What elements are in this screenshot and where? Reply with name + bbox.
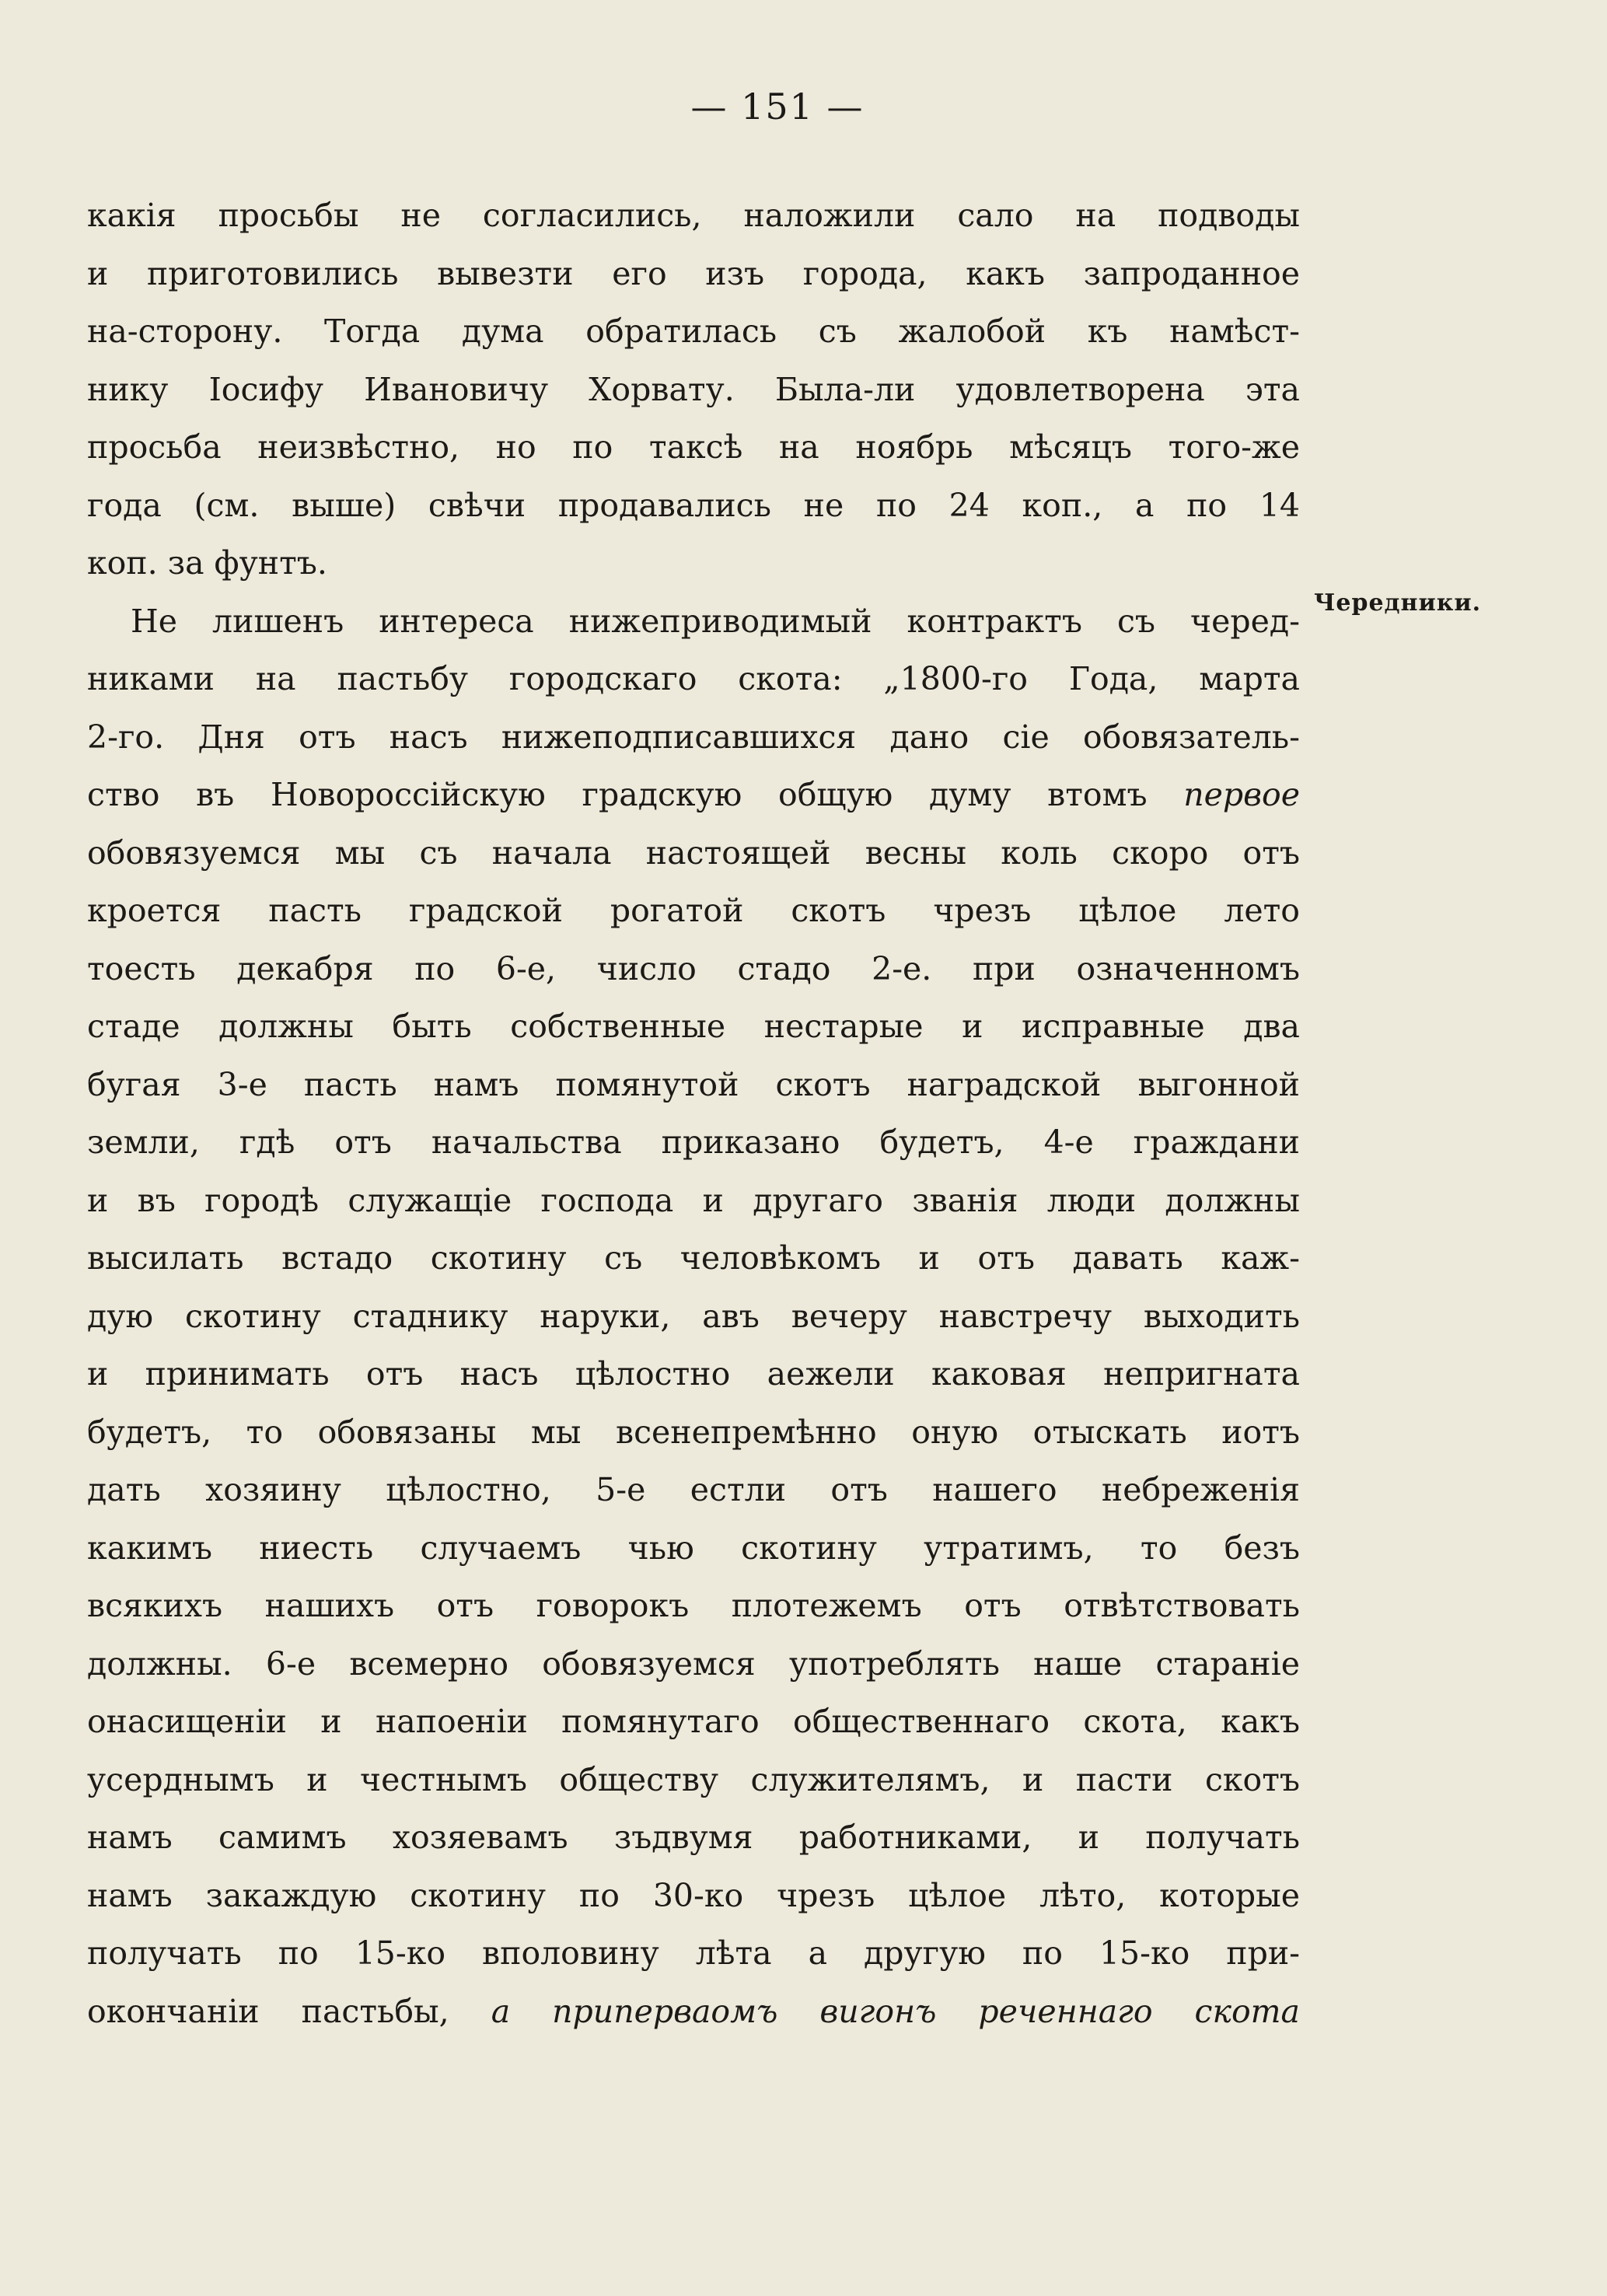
text-line: года (см. выше) свѣчи продавались не по 24 коп., а по 14 <box>87 486 1300 524</box>
text-line: на-сторону. Тогда дума обратилась съ жалобой къ намѣст- <box>87 313 1300 350</box>
text-line-italic: первое <box>1183 776 1300 813</box>
text-line: намъ самимъ хозяевамъ зъдвумя работниками, и получать <box>87 1819 1300 1856</box>
text-line: коп. за фунтъ. <box>87 544 327 582</box>
text-line: намъ закаждую скотину по 30-ко чрезъ цѣлое лѣто, которые <box>87 1876 1300 1914</box>
text-line: бугая 3-е пасть намъ помянутой скотъ наградской выгонной <box>87 1065 1300 1103</box>
text-line: всякихъ нашихъ отъ говорокъ плотежемъ отъ отвѣтствовать <box>87 1587 1300 1624</box>
text-line: Не лишенъ интереса нижеприводимый контрактъ съ черед- <box>131 602 1300 640</box>
text-line: никами на пастьбу городскаго скота: „1800-го Года, марта <box>87 660 1300 697</box>
text-line: земли, гдѣ отъ начальства приказано будетъ, 4-е граждани <box>87 1124 1300 1161</box>
paragraph-2 <box>87 592 1300 2041</box>
text-line: нику Іосифу Ивановичу Хорвату. Была-ли удовлетворена эта <box>87 370 1300 408</box>
text-line: получать по 15-ко вполовину лѣта а другую по 15-ко при- <box>87 1934 1300 1972</box>
text-line: усерднымъ и честнымъ обществу служителямъ, и пасти скотъ <box>87 1760 1300 1798</box>
text-line-plain: окончаніи пастьбы, <box>87 1992 449 2030</box>
text-line <box>87 766 1300 824</box>
text-line: какимъ ниесть случаемъ чью скотину утратимъ, то безъ <box>87 1529 1300 1567</box>
text-line: и въ городѣ служащіе господа и другаго званія люди должны <box>87 1181 1300 1219</box>
text-line <box>87 1983 1300 2041</box>
text-line: обовязуемся мы съ начала настоящей весны коль скоро отъ <box>87 833 1300 872</box>
text-line: стаде должны быть собственные нестарые и исправные два <box>87 1008 1300 1045</box>
text-line: тоесть декабря по 6-е, число стадо 2-е. при означенномъ <box>87 949 1300 987</box>
text-line: 2-го. Дня отъ насъ нижеподписавшихся дано сіе обовязатель- <box>87 718 1300 756</box>
text-line: онасищеніи и напоеніи помянутаго общественнаго скота, какъ <box>87 1703 1300 1740</box>
page-number: — 151 — <box>690 86 865 128</box>
text-line: и приготовились вывезти его изъ города, какъ запроданное <box>87 254 1300 292</box>
paragraph-2-lines <box>87 824 1300 1983</box>
paragraph-1 <box>87 187 1300 592</box>
text-line-plain: ство въ Новороссійскую градскую общую думу втомъ <box>87 776 1148 813</box>
text-line: дать хозяину цѣлостно, 5-е естли отъ нашего небреженія <box>87 1471 1300 1508</box>
text-line: кроется пасть градской рогатой скотъ чрезъ цѣлое лето <box>87 892 1300 929</box>
body-text <box>87 187 1300 2040</box>
text-line: будетъ, то обовязаны мы всенепремѣнно оную отыскать иотъ <box>87 1413 1300 1451</box>
text-line: высилать встадо скотину съ человѣкомъ и отъ давать каж- <box>87 1239 1300 1277</box>
text-line: какія просьбы не согласились, наложили сало на подводы <box>87 197 1300 234</box>
text-line: дую скотину стаднику наруки, авъ вечеру навстречу выходить <box>87 1297 1300 1335</box>
text-line-italic: а приперваомъ вигонъ реченнаго скота <box>491 1992 1300 2030</box>
text-line: должны. 6-е всемерно обовязуемся употреблять наше стараніе <box>87 1644 1300 1683</box>
margin-note: Чередники. <box>1314 589 1482 617</box>
text-line: просьба неизвѣстно, но по таксѣ на ноябрь мѣсяцъ того-же <box>87 428 1300 466</box>
text-line: и принимать отъ насъ цѣлостно аежели каковая непригната <box>87 1355 1300 1393</box>
